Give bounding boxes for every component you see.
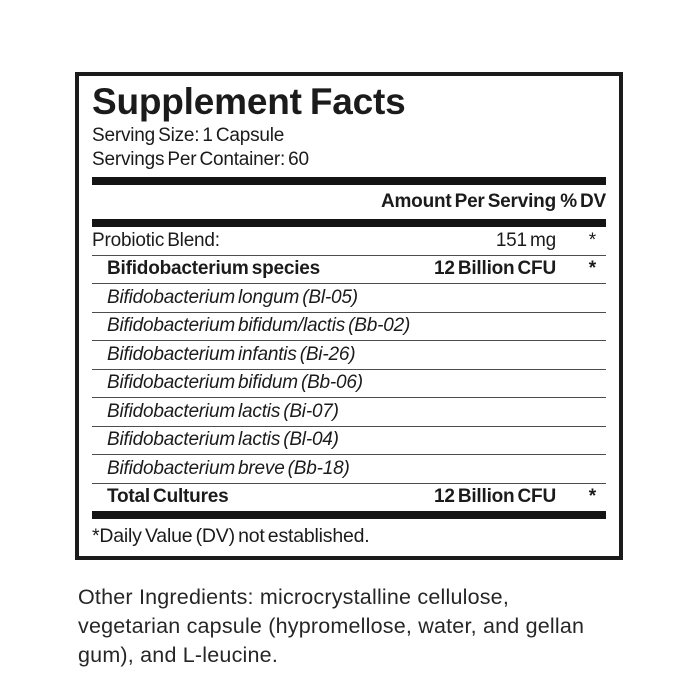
ingredient-name: Bifidobacterium species [107,258,321,280]
daily-value-footnote: *Daily Value (DV) not established. [92,525,370,547]
ingredient-dv: * [588,229,596,251]
other-ingredients [78,583,638,670]
servings-per-container: Servings Per Container: 60 [92,149,309,170]
ingredient-dv: * [588,258,596,280]
ingredient-row [92,340,606,369]
ingredient-name: Bifidobacterium breve (Bb-18) [107,457,350,479]
percent-dv-header: % DV [560,191,606,212]
ingredient-row [92,483,606,512]
ingredient-row [92,454,606,483]
other-ingredients-line-2: vegetarian capsule (hypromellose, water, and gellan [78,614,585,638]
other-ingredients-line-3: gum), and L-leucine. [78,643,278,667]
ingredient-name: Total Cultures [107,486,229,508]
ingredient-name: Bifidobacterium lactis (Bi-07) [107,400,339,422]
ingredient-row [92,227,606,255]
ingredient-amount: 151 mg [495,229,556,251]
serving-size: Serving Size: 1 Capsule [92,125,285,146]
ingredient-row [92,397,606,426]
ingredient-row [92,312,606,341]
ingredient-row [92,369,606,398]
ingredient-name: Bifidobacterium bifidum/lactis (Bb-02) [107,315,411,337]
amount-per-serving-header: Amount Per Serving [380,191,556,212]
ingredient-row [92,283,606,312]
divider-bar-top [92,177,606,185]
ingredient-amount: 12 Billion CFU [434,258,556,280]
column-header [92,185,606,219]
ingredient-name: Bifidobacterium bifidum (Bb-06) [107,372,363,394]
other-ingredients-line-1: Other Ingredients: microcrystalline cellulose, [78,585,510,609]
ingredient-name: Bifidobacterium longum (Bl-05) [107,286,358,308]
ingredient-rows [92,227,606,511]
ingredient-row [92,426,606,455]
ingredient-name: Probiotic Blend: [92,229,220,251]
ingredient-row [92,255,606,284]
divider-bar-bottom [92,511,606,519]
ingredient-amount: 12 Billion CFU [434,486,556,508]
ingredient-name: Bifidobacterium infantis (Bi-26) [107,343,356,365]
ingredient-name: Bifidobacterium lactis (Bl-04) [107,429,339,451]
supplement-facts-panel [75,72,623,560]
ingredient-dv: * [588,486,596,508]
panel-title: Supplement Facts [92,81,406,122]
divider-bar-header [92,219,606,227]
